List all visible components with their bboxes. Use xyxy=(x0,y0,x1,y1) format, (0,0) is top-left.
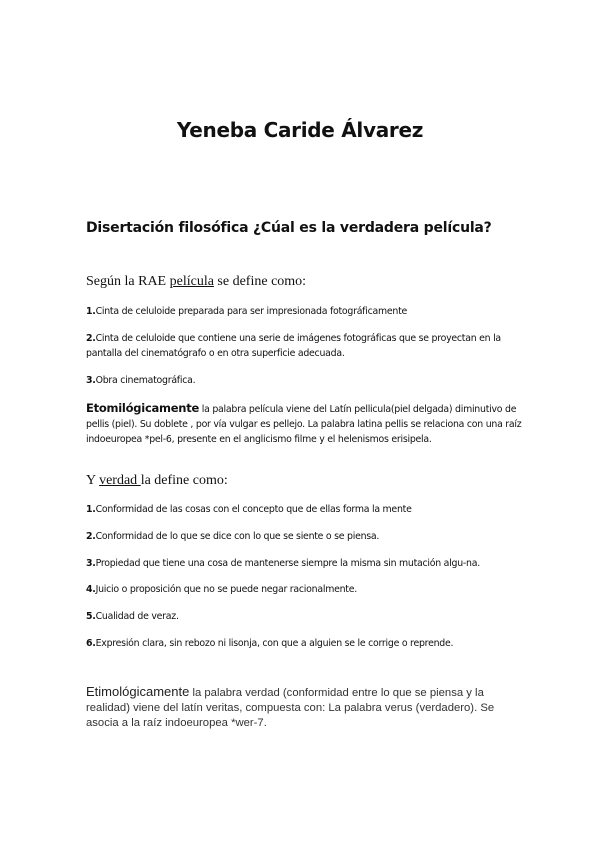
etymology-lead: Etimológicamente xyxy=(86,684,190,699)
def-text: Conformidad de lo que se dice con lo que se siente o se piensa. xyxy=(95,531,380,542)
def-number: 1. xyxy=(86,504,96,515)
def-number: 1. xyxy=(86,306,96,317)
def-text: Cinta de celuloide preparada para ser impresionada fotográficamente xyxy=(95,306,408,317)
verdad-intro-after: la define como: xyxy=(140,473,228,488)
rae-intro-word: película xyxy=(169,274,214,289)
def-number: 2. xyxy=(86,333,96,344)
def-text: Propiedad que tiene una cosa de mantenerse siempre la misma sin mutación algu-na. xyxy=(95,558,480,569)
def-text: Obra cinematográfica. xyxy=(95,375,196,386)
etymology-text: la palabra película viene del Latín pellicula(piel delgada) diminutivo de pellis (piel). Su doblete , por vía vulgar es pellejo. La palabra latina pellis se relaciona con una raíz indoeuropea *pel-6, presente en el anglicismo filme y el helenismos erisipela. xyxy=(86,404,522,445)
def-number: 2. xyxy=(86,531,96,542)
essay-title: Disertación filosófica ¿Cúal es la verdadera película? xyxy=(86,220,492,236)
verdad-intro-before: Y xyxy=(86,473,100,488)
verdad-etymology xyxy=(86,684,526,731)
def-text: Expresión clara, sin rebozo ni lisonja, con que a alguien se le corrige o reprende. xyxy=(95,638,454,649)
pelicula-def-1 xyxy=(86,304,526,319)
def-text: Cualidad de veraz. xyxy=(95,611,179,622)
author-name: Yeneba Caride Álvarez xyxy=(176,118,424,142)
pelicula-etymology xyxy=(86,401,526,447)
verdad-def-3 xyxy=(86,556,526,571)
def-text: Juicio o proposición que no se puede negar racionalmente. xyxy=(95,584,357,595)
etymology-lead: Etomilógicamente xyxy=(86,401,200,415)
def-number: 4. xyxy=(86,584,96,595)
pelicula-def-2 xyxy=(86,331,526,361)
def-text: Cinta de celuloide que contiene una serie de imágenes fotográficas que se proyectan en la pantalla del cinematógrafo o en otra superficie adecuada. xyxy=(86,333,501,359)
rae-intro-before: Según la RAE xyxy=(86,274,170,289)
verdad-def-1 xyxy=(86,502,526,517)
verdad-intro-word: verdad xyxy=(99,473,141,488)
rae-intro-after: se define como: xyxy=(213,274,307,289)
verdad-def-2 xyxy=(86,529,526,544)
def-number: 3. xyxy=(86,558,96,569)
def-number: 6. xyxy=(86,638,96,649)
verdad-def-5 xyxy=(86,609,526,624)
verdad-def-4 xyxy=(86,582,526,597)
rae-intro xyxy=(86,274,306,290)
def-number: 3. xyxy=(86,375,96,386)
pelicula-def-3 xyxy=(86,373,526,388)
def-number: 5. xyxy=(86,611,96,622)
def-text: Conformidad de las cosas con el concepto que de ellas forma la mente xyxy=(95,504,412,515)
etymology-text: la palabra verdad (conformidad entre lo que se piensa y la realidad) viene del latín veritas, compuesta con: La palabra verus (verdadero). Se asocia a la raíz indoeuropea *wer-7. xyxy=(86,687,495,729)
verdad-def-6 xyxy=(86,636,526,651)
verdad-intro xyxy=(86,473,228,489)
